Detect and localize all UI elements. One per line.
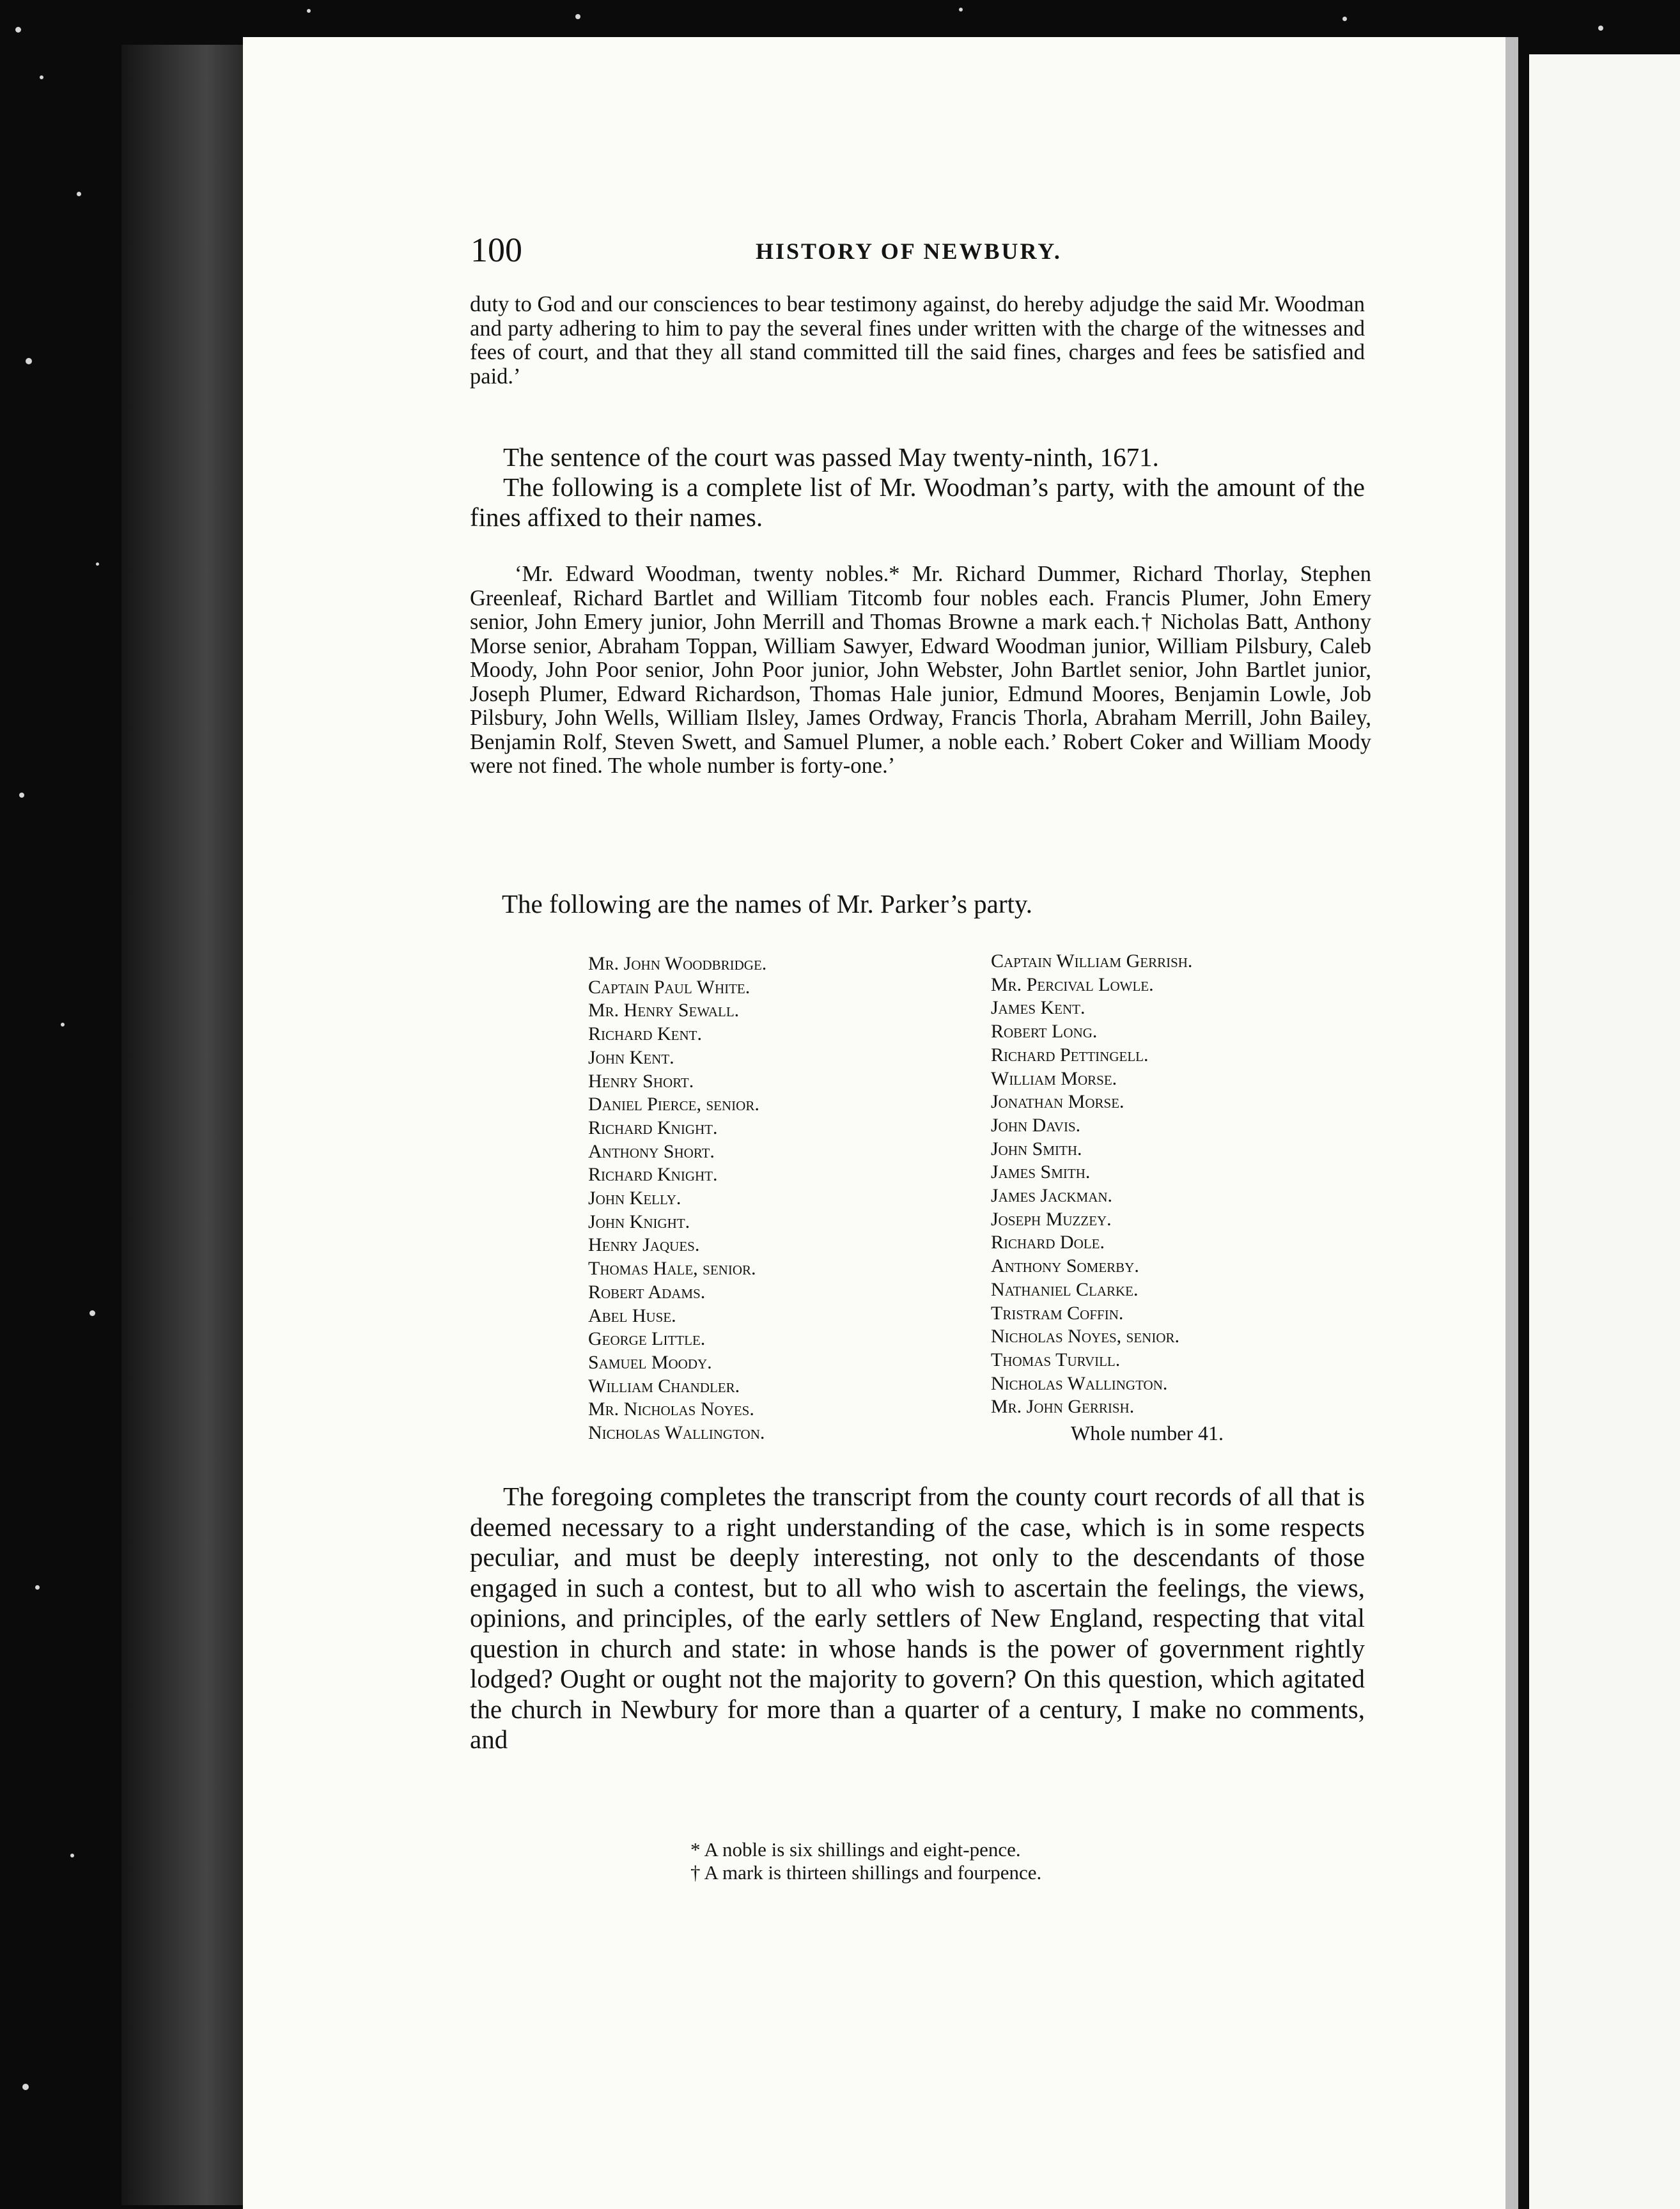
name-entry: Jonathan Morse. bbox=[991, 1091, 1124, 1113]
name-entry: Richard Knight. bbox=[588, 1117, 718, 1138]
scan-speck bbox=[1598, 26, 1603, 31]
scan-speck bbox=[61, 1023, 65, 1027]
name-entry: John Knight. bbox=[588, 1211, 690, 1232]
name-entry: Anthony Short. bbox=[588, 1140, 715, 1162]
name-entry: James Kent. bbox=[991, 997, 1085, 1019]
name-entry: Tristram Coffin. bbox=[991, 1302, 1124, 1324]
parker-party-heading: The following are the names of Mr. Parker’s party. bbox=[502, 889, 1033, 918]
name-entry: Mr. John Woodbridge. bbox=[588, 953, 767, 974]
scan-speck bbox=[35, 1585, 40, 1590]
whole-number-note: Whole number 41. bbox=[1071, 1422, 1224, 1445]
name-entry: Thomas Hale, senior. bbox=[588, 1258, 756, 1280]
scan-speck bbox=[70, 1854, 74, 1857]
scan-speck bbox=[22, 2084, 29, 2090]
footnote-mark: † A mark is thirteen shillings and fourpence. bbox=[690, 1861, 1042, 1884]
page-number: 100 bbox=[471, 231, 522, 269]
name-entry: Richard Knight. bbox=[588, 1164, 718, 1186]
adjacent-page-edge bbox=[1529, 54, 1680, 2209]
scan-speck bbox=[89, 1310, 95, 1316]
parker-names-right-column bbox=[991, 950, 1192, 1419]
name-entry: James Jackman. bbox=[991, 1185, 1113, 1207]
name-entry: Daniel Pierce, senior. bbox=[588, 1094, 759, 1115]
footnote-noble: * A noble is six shillings and eight-pence. bbox=[690, 1838, 1021, 1861]
name-entry: Henry Short. bbox=[588, 1070, 694, 1092]
name-entry: Mr. Nicholas Noyes. bbox=[588, 1399, 754, 1420]
name-entry: Robert Long. bbox=[991, 1021, 1098, 1042]
name-entry: Nicholas Wallington. bbox=[588, 1422, 765, 1444]
scan-speck bbox=[15, 27, 21, 33]
name-entry: Mr. Percival Lowle. bbox=[991, 973, 1154, 995]
name-entry: Richard Pettingell. bbox=[991, 1044, 1149, 1066]
sentence-paragraph bbox=[470, 442, 1365, 532]
name-entry: John Kent. bbox=[588, 1046, 674, 1068]
book-page-edge bbox=[121, 45, 243, 2205]
scan-speck bbox=[77, 192, 81, 196]
name-entry: Samuel Moody. bbox=[588, 1351, 712, 1373]
scan-speck bbox=[959, 8, 963, 12]
concluding-paragraph: The foregoing completes the transcript from the county court records of all that is deemed necessary to a right understanding of the case, which is in some respects peculiar, and must be deeply interesting, not only to the descendants of those engaged in such a contest, but to all who wish to ascertain the feelings, the views, opinions, and principles, of the early settlers of New England, respecting that vital question in church and state: in whose hands is the power of government rightly lodged? Ought or ought not the majority to govern? On this question, which agitated the church in Newbury for more than a quarter of a century, I make no comments, and bbox=[470, 1482, 1365, 1754]
name-entry: Mr. John Gerrish. bbox=[991, 1396, 1135, 1418]
name-entry: Richard Kent. bbox=[588, 1023, 702, 1045]
scan-speck bbox=[1342, 17, 1347, 21]
name-entry: James Smith. bbox=[991, 1161, 1091, 1183]
name-entry: George Little. bbox=[588, 1328, 706, 1350]
running-head: HISTORY OF NEWBURY. bbox=[756, 238, 1062, 264]
parker-names-left-column bbox=[588, 952, 766, 1445]
scan-speck bbox=[26, 358, 32, 364]
name-entry: Nathaniel Clarke. bbox=[991, 1278, 1139, 1300]
scan-speck bbox=[19, 793, 24, 798]
gutter-shadow bbox=[1505, 37, 1518, 2209]
name-entry: Captain William Gerrish. bbox=[991, 950, 1193, 972]
name-entry: Captain Paul White. bbox=[588, 976, 751, 998]
name-entry: John Davis. bbox=[991, 1114, 1081, 1136]
name-entry: Joseph Muzzey. bbox=[991, 1208, 1112, 1230]
name-entry: John Kelly. bbox=[588, 1188, 681, 1209]
name-entry: Nicholas Noyes, senior. bbox=[991, 1326, 1180, 1347]
name-entry: Thomas Turvill. bbox=[991, 1349, 1121, 1370]
name-entry: Robert Adams. bbox=[588, 1281, 706, 1303]
scan-speck bbox=[40, 75, 43, 79]
name-entry: John Smith. bbox=[991, 1138, 1082, 1159]
name-entry: William Chandler. bbox=[588, 1375, 740, 1397]
sentence-line: The sentence of the court was passed May twenty-ninth, 1671. bbox=[503, 442, 1159, 472]
name-entry: Mr. Henry Sewall. bbox=[588, 1000, 740, 1021]
scan-speck bbox=[575, 14, 580, 19]
quote-continuation: duty to God and our consciences to bear testimony against, do hereby adjudge the said Mr. Woodman and party adhering to him to pay the several fines under written with the charge of the witnesses and fees of court, and that they all stand committed till the said fines, charges and fees be satisfied and paid.’ bbox=[470, 292, 1365, 389]
name-entry: William Morse. bbox=[991, 1067, 1117, 1089]
name-entry: Henry Jaques. bbox=[588, 1234, 700, 1256]
name-entry: Anthony Somerby. bbox=[991, 1255, 1139, 1277]
name-entry: Abel Huse. bbox=[588, 1305, 676, 1326]
scan-speck bbox=[307, 9, 311, 13]
name-entry: Richard Dole. bbox=[991, 1232, 1105, 1253]
name-entry: Nicholas Wallington. bbox=[991, 1372, 1168, 1394]
party-intro: The following is a complete list of Mr. Woodman’s party, with the amount of the fines affixed to their names. bbox=[470, 472, 1365, 532]
woodman-party-list: ‘Mr. Edward Woodman, twenty nobles.* Mr. Richard Dummer, Richard Thorlay, Stephen Greenleaf, Richard Bartlet and William Titcomb four nobles each. Francis Plumer, John Emery senior, John Emery junior, John Merrill and Thomas Browne a mark each.† Nicholas Batt, Anthony Morse senior, Abraham Toppan, William Sawyer, Edward Woodman junior, William Pilsbury, Caleb Moody, John Poor senior, John Poor junior, John Webster, John Bartlet senior, John Bartlet junior, Joseph Plumer, Edward Richardson, Thomas Hale junior, Edmund Moores, Benjamin Lowle, Job Pilsbury, John Wells, William Ilsley, James Ordway, Francis Thorla, Abraham Merrill, John Bailey, Benjamin Rolf, Steven Swett, and Samuel Plumer, a noble each.’ Robert Coker and William Moody were not fined. The whole number is forty-one.’ bbox=[470, 562, 1371, 778]
scan-speck bbox=[96, 562, 99, 566]
